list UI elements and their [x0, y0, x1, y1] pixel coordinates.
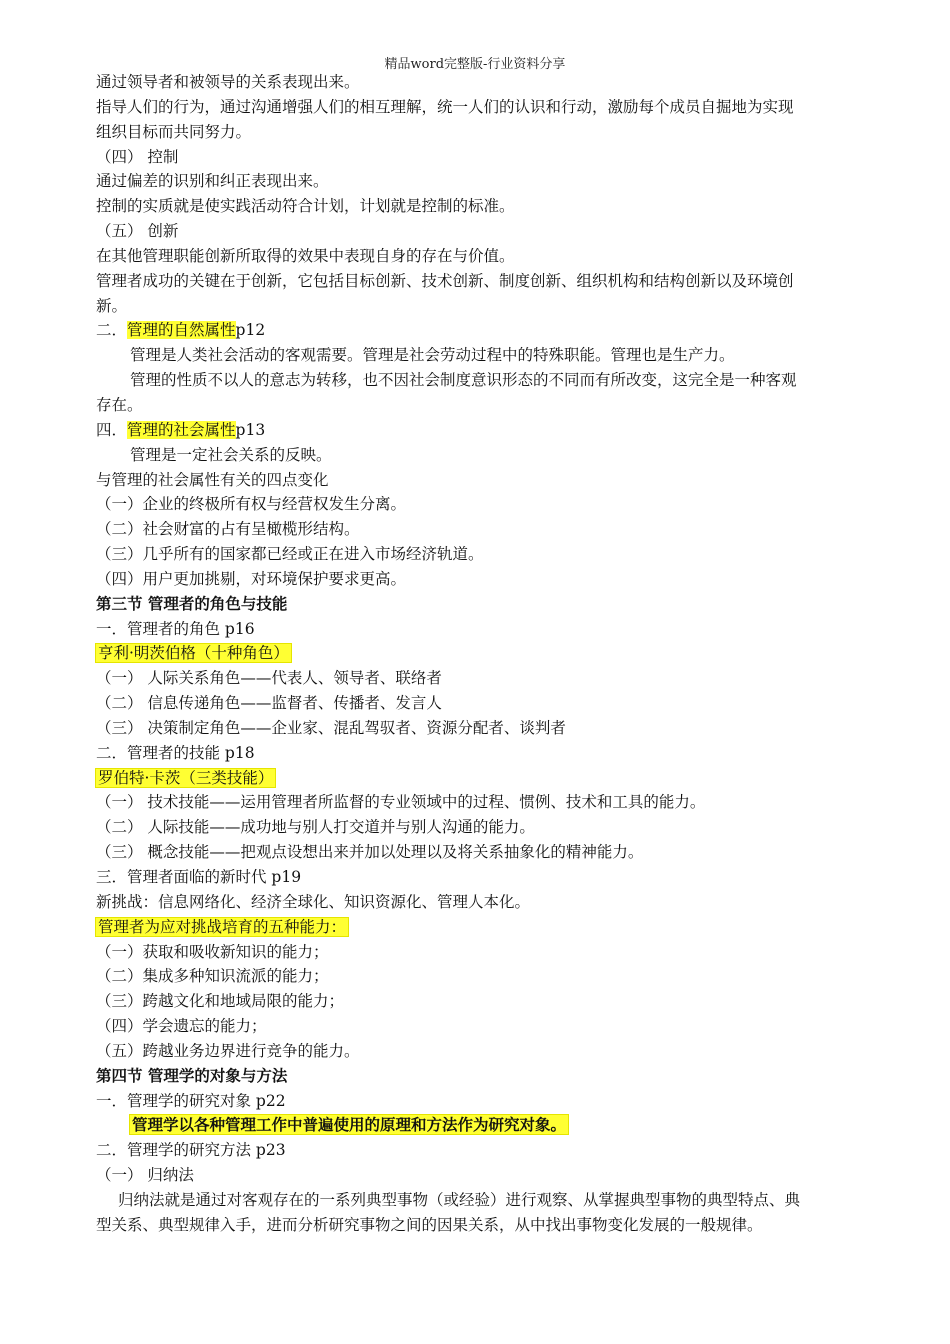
- highlighted-text: 亨利·明茨伯格（十种角色）: [98, 644, 289, 663]
- text-line: （一） 人际关系角色——代表人、领导者、联络者: [96, 669, 442, 688]
- text-line: （五） 创新: [96, 222, 179, 241]
- text-line: （二） 信息传递角色——监督者、传播者、发言人: [96, 694, 442, 713]
- text-line: 组织目标而共同努力。: [96, 122, 252, 141]
- text-line: 二．管理者的技能 p18: [96, 743, 255, 762]
- text-line: 一．管理学的研究对象 p22: [96, 1091, 286, 1110]
- page-ref: p12: [235, 321, 266, 340]
- text-line: [96, 1113, 866, 1138]
- text-line: （五）跨越业务边界进行竞争的能力。: [96, 1041, 360, 1060]
- text-line: 控制的实质就是使实践活动符合计划，计划就是控制的标准。: [96, 197, 515, 216]
- text-line: 归纳法就是通过对客观存在的一系列典型事物（或经验）进行观察、从掌握典型事物的典型特点、典: [118, 1190, 801, 1209]
- highlighted-text: 罗伯特·卡茨（三类技能）: [98, 768, 274, 787]
- text-line: [96, 641, 866, 666]
- text-line: 管理是一定社会关系的反映。: [130, 445, 332, 464]
- text-line: 通过领导者和被领导的关系表现出来。: [96, 73, 360, 91]
- text-line: 二．管理学的研究方法 p23: [96, 1141, 286, 1160]
- text-line: （三） 概念技能——把观点设想出来并加以处理以及将关系抽象化的精神能力。: [96, 843, 644, 862]
- text-line: [96, 318, 866, 343]
- text-line: 存在。: [96, 395, 143, 414]
- text-line: （三）几乎所有的国家都已经或正在进入市场经济轨道。: [96, 545, 484, 564]
- text-line: 新。: [96, 296, 128, 315]
- text-line: 在其他管理职能创新所取得的效果中表现自身的存在与价值。: [96, 246, 515, 265]
- line-prefix: 四．: [96, 420, 128, 439]
- text-line: 一．管理者的角色 p16: [96, 619, 255, 638]
- text-line: （一）获取和吸收新知识的能力；: [96, 942, 329, 961]
- text-line: [96, 915, 866, 940]
- text-line: （四）学会遗忘的能力；: [96, 1017, 267, 1036]
- highlighted-text: 管理者为应对挑战培育的五种能力：: [98, 917, 347, 936]
- text-line: 新挑战：信息网络化、经济全球化、知识资源化、管理人本化。: [96, 892, 531, 911]
- text-line: 型关系、典型规律入手，进而分析研究事物之间的因果关系，从中找出事物变化发展的一般规律。: [96, 1215, 763, 1234]
- text-line: 管理者成功的关键在于创新，它包括目标创新、技术创新、制度创新、组织机构和结构创新以及环境创: [96, 271, 794, 290]
- highlighted-text: 管理的社会属性: [127, 420, 236, 439]
- page-header: 精品word完整版-行业资料分享: [384, 57, 566, 72]
- section-heading: 第三节 管理者的角色与技能: [96, 593, 288, 613]
- text-line: （一）企业的终极所有权与经营权发生分离。: [96, 495, 407, 514]
- text-line: （四） 控制: [96, 147, 179, 166]
- text-line: 与管理的社会属性有关的四点变化: [96, 470, 329, 489]
- text-line: （二） 人际技能——成功地与别人打交道并与别人沟通的能力。: [96, 818, 535, 837]
- text-line: （四）用户更加挑剔，对环境保护要求更高。: [96, 569, 407, 588]
- page-ref: p13: [235, 420, 266, 439]
- line-prefix: 二．: [96, 321, 128, 340]
- highlighted-text: 管理的自然属性: [127, 321, 236, 340]
- text-line: 指导人们的行为，通过沟通增强人们的相互理解，统一人们的认识和行动，激励每个成员自掘地为实现: [96, 97, 794, 116]
- text-line: [96, 418, 866, 443]
- document-body: [96, 70, 866, 1238]
- text-line: （二）社会财富的占有呈橄榄形结构。: [96, 520, 360, 539]
- text-line: （一） 归纳法: [96, 1166, 194, 1185]
- text-line: 通过偏差的识别和纠正表现出来。: [96, 172, 329, 191]
- section-heading: 第四节 管理学的对象与方法: [96, 1065, 288, 1085]
- text-line: （一） 技术技能——运用管理者所监督的专业领域中的过程、惯例、技术和工具的能力。: [96, 793, 706, 812]
- text-line: （三）跨越文化和地域局限的能力；: [96, 992, 345, 1011]
- text-line: （三） 决策制定角色——企业家、混乱驾驭者、资源分配者、谈判者: [96, 718, 566, 737]
- text-line: 三．管理者面临的新时代 p19: [96, 868, 302, 886]
- text-line: 管理是人类社会活动的客观需要。管理是社会劳动过程中的特殊职能。管理也是生产力。: [130, 346, 735, 365]
- text-line: 管理的性质不以人的意志为转移，也不因社会制度意识形态的不同而有所改变，这完全是一种客观: [130, 371, 797, 390]
- text-line: [96, 766, 866, 791]
- text-line: （二）集成多种知识流派的能力；: [96, 967, 329, 986]
- highlighted-text: 管理学以各种管理工作中普遍使用的原理和方法作为研究对象。: [132, 1115, 567, 1135]
